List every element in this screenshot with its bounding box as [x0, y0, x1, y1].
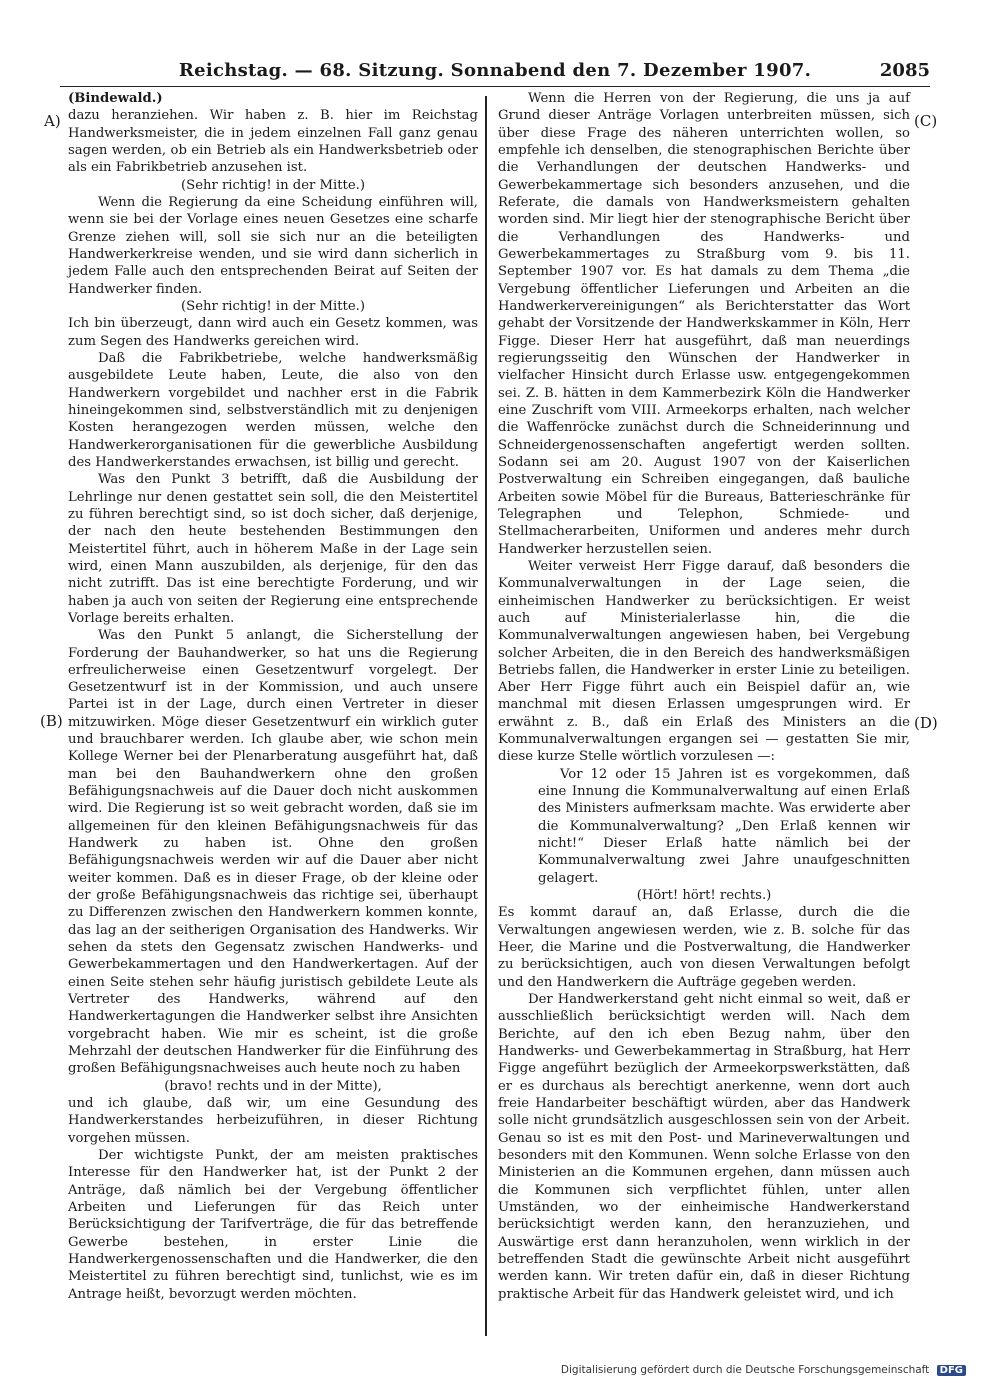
paragraph: Der wichtigste Punkt, der am meisten praktisches Interesse für den Handwerker hat, ist der Punkt 2 der Anträge, daß nämlich bei der Vergebung öffentlicher Arbeiten und Lieferungen für das Reich unter Berücksichtigung der Tarifverträge, die für das betreffende Gewerbe bestehen, in erster Linie die Handwerkergenossenschaften und die Handwerker, die den Meistertitel zu führen berechtigt sind, tunlichst, wie es im Antrage heißt, bevorzugt werden möchten. [68, 1148, 478, 1302]
digitization-footer [561, 1364, 966, 1376]
interjection: (Sehr richtig! in der Mitte.) [181, 177, 365, 193]
interjection: (bravo! rechts und in der Mitte), [164, 1078, 382, 1094]
paragraph: dazu heranziehen. Wir haben z. B. hier im Reichstag Handwerksmeister, die in jedem einzelnen Fall ganz genau sagen werden, ob ein Betrieb als ein Handwerksbetrieb oder als ein Fabrikbetrieb anzusehen ist. [68, 108, 478, 176]
paragraph: Was den Punkt 3 betrifft, daß die Ausbildung der Lehrlinge nur denen gestattet sein soll, die den Meistertitel zu führen berechtigt sind, so ist doch sicher, daß derjenige, der nach den heute bestehenden Bestimmungen den Meistertitel führt, auch in höherem Maße in der Lage sein wird, einen Mann auszubilden, als derjenige, für den das nicht zutrifft. Das ist eine berechtigte Forderung, und wir haben ja auch von seiten der Regierung eine entsprechende Vorlage bereits erhalten. [68, 472, 478, 626]
paragraph: Daß die Fabrikbetriebe, welche handwerksmäßig ausgebildete Leute haben, Leute, die also von den Handwerkern vorgebildet und nachher erst in die Fabrik hineingekommen sind, selbstverständlich mit zu denjenigen Kosten herangezogen werden müssen, welche den Handwerkerorganisationen für die gewerbliche Ausbildung des Handwerkerstandes erwachsen, ist billig und gerecht. [68, 350, 478, 470]
block-quote: Vor 12 oder 15 Jahren ist es vorgekommen, daß eine Innung die Kommunalverwaltung auf einen Erlaß des Ministers aufmerksam machte. Was erwiderte aber die Kommunalverwaltung? „Den Erlaß kennen wir nicht!“ Dieser Erlaß hatte nämlich bei der Kommunalverwaltung zwei Jahre unaufgeschnitten gelagert. [538, 766, 910, 886]
paragraph: Was den Punkt 5 anlangt, die Sicherstellung der Forderung der Bauhandwerker, so hat uns die Regierung erfreulicherweise einen Gesetzentwurf vorgelegt. Der Gesetzentwurf ist in der Kommission, und auch unsere Partei ist in der Lage, durch einen Vertreter in dieser mitzuwirken. Möge dieser Gesetzentwurf ein wirklich guter und brauchbarer werden. Ich glaube aber, wie schon mein Kollege Werner bei der Plenarberatung ausgeführt hat, daß man bei den Bauhandwerkern ohne den großen Befähigungsnachweis auf die Dauer doch nicht auskommen wird. Die Regierung ist so weit gebracht worden, daß sie im allgemeinen für den kleinen Befähigungsnachweis für das Handwerk zu haben ist. Ohne den großen Befähigungsnachweis werden wir auf die Dauer aber nicht weiter kommen. Daß es in dieser Frage, ob der kleine oder der große Befähigungsnachweis das richtige sei, überhaupt zu Differenzen zwischen den Handwerkern kommen konnte, das lag an der seitherigen Organisation des Handwerks. Wir sehen da stets den Gegensatz zwischen Handwerks- und Gewerbekammertagen und den Handwerkertagen. Auf der einen Seite stehen sehr häufig juristisch gebildete Leute als Vertreter des Handwerks, während auf den Handwerkertagungen die Handwerker selbst ihre Ansichten vorgebracht haben. Wie mir es scheint, ist die große Mehrzahl der deutschen Handwerker für die Einführung des großen Befähigungsnachweises auch heute noch zu haben [68, 628, 478, 1077]
column-divider [485, 96, 487, 1336]
paragraph: Es kommt darauf an, daß Erlasse, durch die die Verwaltungen angewiesen werden, wie z. B. solche für das Heer, die Marine und die Postverwaltung, die Handwerker zu berücksichtigen, auch von diesen Verwaltungen befolgt und den Handwerkern die Aufträge gegeben werden. [498, 905, 910, 990]
paragraph: Der Handwerkerstand geht nicht einmal so weit, daß er ausschließlich berücksichtigt werden will. Nach dem Berichte, auf den ich eben Bezug nahm, über den Handwerks- und Gewerbekammertag in Straßburg, hat Herr Figge angeführt bezüglich der Armeekorpswerkstätten, daß er es durchaus als berechtigt anerkenne, wenn dort auch freie Handarbeiter beschäftigt würden, aber das Handwerk solle nicht grundsätzlich ausgeschlossen sein von der Arbeit. Genau so ist es mit den Post- und Marineverwaltungen und besonders mit den Kommunen. Wenn solche Erlasse von den Ministerien an die Kommunen ergehen, dann müssen auch die Kommunen sich verpflichtet fühlen, unter allen Umständen, wo der einheimische Handwerkerstand berücksichtigt werden kann, den heranzuziehen, und Auswärtige erst dann heranzuholen, wenn wirklich in der betreffenden Stadt die gewünschte Arbeit nicht ausgeführt werden kann. Wir treten dafür ein, daß in dieser Richtung praktische Arbeit für das Handwerk geleistet wird, und ich [498, 992, 910, 1302]
footer-text: Digitalisierung gefördert durch die Deutsche Forschungsgemeinschaft [560, 1364, 930, 1376]
margin-marker-d: (D) [914, 714, 938, 732]
left-column [68, 90, 478, 1303]
right-column [498, 90, 910, 1303]
paragraph: Wenn die Regierung da eine Scheidung einführen will, wenn sie bei der Vorlage eines neuen Gesetzes eine scharfe Grenze ziehen will, soll sie sich nur an die beteiligten Handwerkerkreise wenden, und sie wird dann sicherlich in jedem Falle auch den entsprechenden Beirat auf Seiten der Handwerker finden. [68, 194, 478, 297]
interjection: (Sehr richtig! in der Mitte.) [181, 298, 365, 314]
speaker-name: (Bindewald.) [68, 91, 163, 106]
paragraph: Ich bin überzeugt, dann wird auch ein Gesetz kommen, was zum Segen des Handwerks gereichen wird. [68, 316, 478, 349]
margin-marker-c: (C) [914, 112, 938, 130]
paragraph: Wenn die Herren von der Regierung, die uns ja auf Grund dieser Anträge Vorlagen unterbreiten müssen, sich über diese Frage des näheren unterrichten wollen, so empfehle ich denselben, die stenographischen Berichte über die Verhandlungen der deutschen Handwerks- und Gewerbekammertage sich besonders anzusehen, und die Referate, die damals von Handwerksmeistern gehalten worden sind. Mir liegt hier der stenographische Bericht über die Verhandlungen des Handwerks- und Gewerbekammertages zu Straßburg vom 9. bis 11. September 1907 vor. Es hat damals zu dem Thema „die Vergebung öffentlicher Lieferungen und Arbeiten an die Handwerkervereinigungen“ als Berichterstatter das Wort gehabt der Vorsitzende der Handwerkskammer in Köln, Herr Figge. Dieser Herr hat ausgeführt, daß man neuerdings regierungsseitig den Wünschen der Handwerker in vielfacher Hinsicht durch Erlasse usw. entgegengekommen sei. Z. B. hätten in dem Kammerbezirk Köln die Handwerker eine Zuschrift vom VIII. Armeekorps erhalten, nach welcher die Waffenröcke zunächst durch die Schneiderinnung und Schneidergenossenschaften angefertigt werden sollten. Sodann sei am 20. August 1907 von der Kaiserlichen Postverwaltung ein Schreiben eingegangen, daß bauliche Arbeiten sowie Möbel für die Bureaus, Batterieschränke für Telegraphen und Telephon, Schmiede- und Stellmacherarbeiten, Uniformen und anderes mehr durch Handwerker herzustellen seien. [498, 91, 910, 557]
interjection: (Hört! hört! rechts.) [636, 888, 772, 904]
margin-marker-a: A) [44, 112, 61, 130]
paragraph: und ich glaube, daß wir, um eine Gesundung des Handwerkerstandes herbeizuführen, in dieser Richtung vorgehen müssen. [68, 1096, 478, 1146]
page-header [60, 58, 930, 87]
paragraph: Weiter verweist Herr Figge darauf, daß besonders die Kommunalverwaltungen in der Lage seien, die einheimischen Handwerker zu berücksichtigen. Er weist auch auf Ministerialerlasse hin, die die Kommunalverwaltungen angewiesen haben, bei Vergebung solcher Arbeiten, die in den Bereich des handwerksmäßigen Betriebs fallen, die Handwerker in erster Linie zu beteiligen. Aber Herr Figge führt auch ein Beispiel dafür an, wie manchmal mit diesen Erlassen umgesprungen wird. Er erwähnt z. B., daß ein Erlaß des Ministers an die Kommunalverwaltungen ergangen sei — gestatten Sie mir, diese kurze Stelle wörtlich vorzulesen —: [498, 558, 910, 765]
page-number: 2085 [879, 60, 930, 81]
header-title: Reichstag. — 68. Sitzung. Sonnabend den 7. Dezember 1907. [178, 60, 812, 81]
dfg-logo: DFG [937, 1365, 966, 1376]
margin-marker-b: (B) [40, 712, 63, 730]
